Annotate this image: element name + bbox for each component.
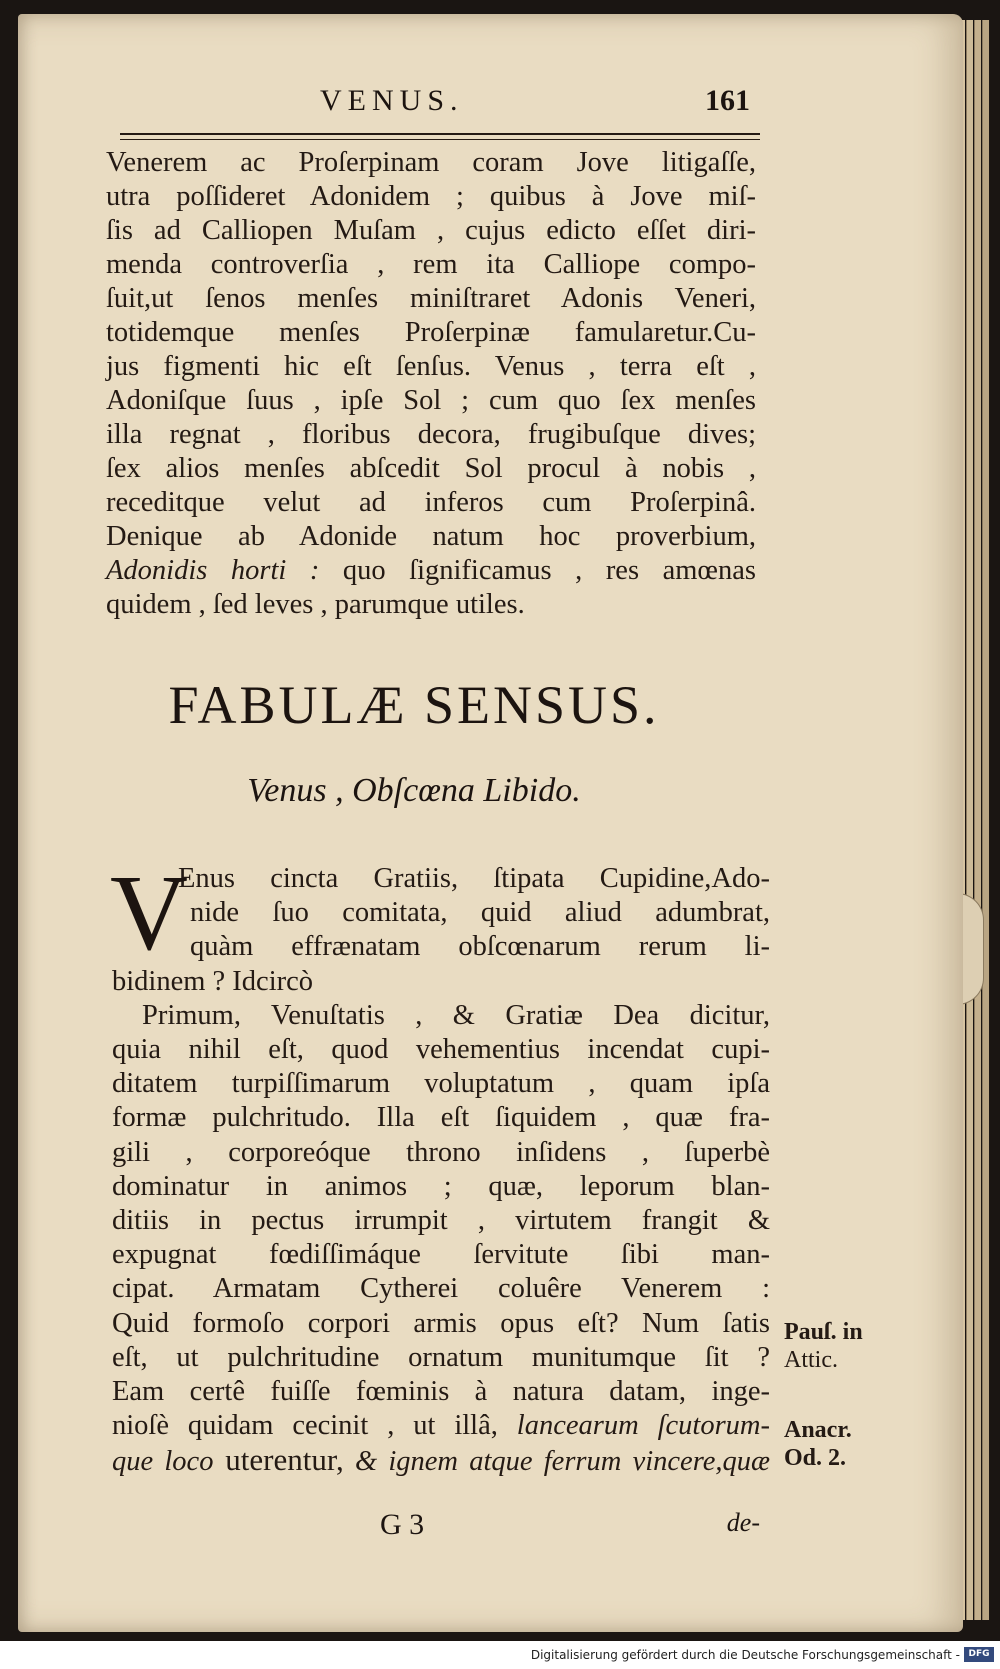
text-line: Eam certê fuiſſe fœminis à natura datam, inge-	[112, 1376, 770, 1408]
drop-cap: V	[110, 854, 188, 973]
proverb-line	[106, 554, 756, 588]
text-line: Adoniſque ſuus , ipſe Sol ; cum quo ſex menſes	[106, 385, 756, 416]
section-subheading: Venus , Obſcœna Libido.	[247, 772, 581, 809]
page-header	[110, 78, 750, 128]
text-line: formæ pulchritudo. Illa eſt ſiquidem , quæ fra-	[112, 1102, 770, 1134]
margin-note-anacreon	[784, 1416, 852, 1472]
section-heading: FABULÆ SENSUS.	[168, 675, 660, 735]
text-line: expugnat fœdiſſimáque ſervitute ſibi man-	[112, 1239, 770, 1271]
text-roman: uterentur,	[213, 1442, 344, 1478]
text-line: Venerem ac Proſerpinam coram Jove litigaſſe,	[106, 147, 756, 178]
page-footer	[380, 1508, 760, 1548]
dfg-logo: DFG	[964, 1647, 994, 1662]
text-line: ſuit,ut ſenos menſes miniſtraret Adonis Veneri,	[106, 283, 756, 314]
text-line-mixed	[112, 1409, 770, 1443]
credit-text: Digitalisierung gefördert durch die Deutsche Forschungsgemeinschaft -	[530, 1648, 960, 1662]
proverb-rest: quo ſignificamus , res amœnas	[319, 555, 756, 586]
text-line: dominatur in animos ; quæ, leporum blan-	[112, 1170, 770, 1202]
text-line: menda controverſia , rem ita Calliope compo-	[106, 249, 756, 280]
text-italic: lancearum ſcutorum-	[497, 1410, 770, 1442]
page-edge	[982, 20, 989, 1620]
text-line: Denique ab Adonide natum hoc proverbium,	[106, 521, 756, 552]
proverb-italic: Adonidis horti :	[106, 555, 320, 586]
margin-note-pausanias	[784, 1318, 863, 1374]
text-line: quia nihil eſt, quod vehementius incendat cupi-	[112, 1034, 770, 1066]
text-line: ditatem turpiſſimarum voluptatum , quam ipſa	[112, 1068, 770, 1100]
catchword: de-	[726, 1508, 760, 1537]
text-line: Primum, Venuſtatis , & Gratiæ Dea dicitur,	[142, 999, 770, 1031]
text-line-last: quidem , ſed leves , parumque utiles.	[106, 589, 525, 620]
text-line: utra poſſideret Adonidem ; quibus à Jove miſ-	[106, 181, 756, 212]
digitization-credit-bar	[0, 1641, 1000, 1669]
text-line: Quid formoſo corpori armis opus eſt? Num ſatis	[112, 1307, 770, 1339]
main-paragraph	[110, 854, 771, 1480]
text-line: gili , corporeóque throno inſidens , ſuperbè	[112, 1136, 770, 1168]
text-roman: nioſè quidam cecinit , ut illâ,	[112, 1410, 498, 1442]
header-rule	[120, 133, 760, 140]
page-edge	[974, 20, 981, 1620]
continued-paragraph	[106, 146, 756, 622]
margin-note-line: Od. 2.	[784, 1445, 847, 1471]
text-line: Enus cincta Gratiis, ſtipata Cupidine,Ado-	[178, 863, 770, 894]
page-edge	[966, 20, 973, 1620]
text-line: ſis ad Calliopen Muſam , cujus edicto eſſet diri-	[106, 215, 756, 246]
text-line: bidinem ? Idcircò	[112, 965, 314, 997]
running-title: VENUS.	[320, 84, 464, 117]
text-line: nide ſuo comitata, quid aliud adumbrat,	[190, 897, 770, 929]
text-line: ſex alios menſes abſcedit Sol procul à nobis ,	[106, 453, 756, 484]
text-line: quàm effrænatam obſcœnarum rerum li-	[190, 931, 770, 963]
page-number: 161	[705, 84, 750, 117]
text-line: jus figmenti hic eſt ſenſus. Venus , terra eſt ,	[106, 351, 756, 382]
text-line: illa regnat , floribus decora, frugibuſque dives;	[106, 419, 756, 450]
text-line: ditiis in pectus irrumpit , virtutem frangit &	[112, 1205, 770, 1237]
margin-note-line: Anacr.	[784, 1417, 852, 1443]
text-line-mixed	[112, 1443, 770, 1479]
text-line: receditque velut ad inferos cum Proſerpinâ.	[106, 487, 756, 518]
margin-note-line: Attic.	[784, 1347, 838, 1373]
text-line: totidemque menſes Proſerpinæ famularetur.Cu-	[106, 317, 756, 348]
text-italic: & ignem atque ferrum vincere,quæ	[343, 1446, 771, 1478]
text-line: eſt, ut pulchritudine ornatum munitumque ſit ?	[112, 1341, 770, 1373]
text-italic: que loco	[112, 1446, 214, 1478]
signature-mark: G 3	[380, 1508, 425, 1541]
margin-note-line: Pauſ. in	[784, 1319, 863, 1345]
text-line: cipat. Armatam Cytherei coluêre Venerem :	[112, 1273, 770, 1305]
